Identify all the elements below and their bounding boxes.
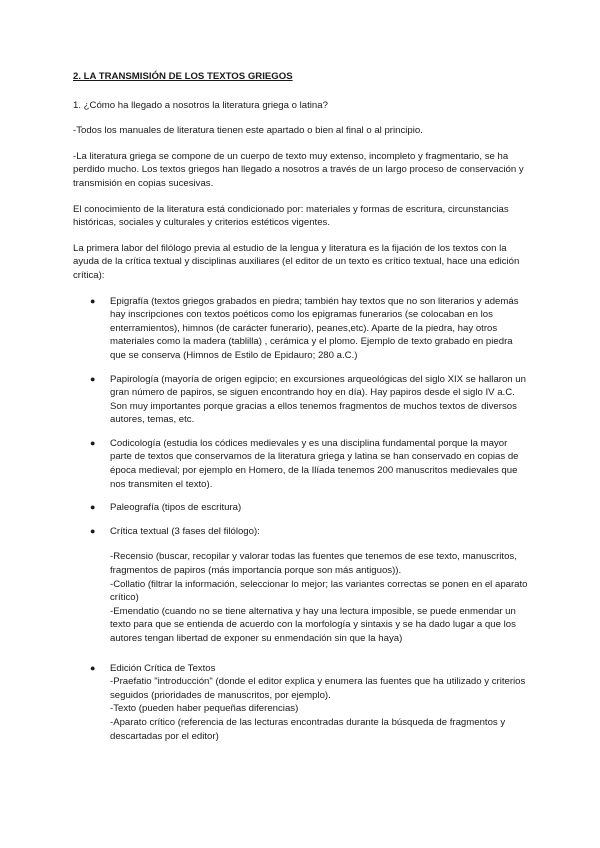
bullet-item-codicologia	[73, 437, 528, 491]
paragraph: La primera labor del filólogo previa al estudio de la lengua y literatura es la fijación de los textos con la ayuda de la crítica textual y disciplinas auxiliares (el editor de un texto es crítico textual, hace una edición crítica):	[73, 242, 520, 281]
edicion-praefatio: -Praefatio "introducción" (donde el editor explica y enumera las fuentes que ha utilizado y criterios seguidos (prioridades de manuscritos, por ejemplo).	[110, 676, 526, 701]
bullet-text: Paleografía (tipos de escritura)	[110, 502, 242, 514]
phase-collatio: -Collatio (filtrar la información, seleccionar lo mejor; las variantes correctas se ponen en el aparato crítico)	[110, 578, 528, 604]
bullet-text: Crítica textual (3 fases del filólogo):	[110, 525, 260, 537]
document-page	[73, 70, 528, 753]
question-line: 1. ¿Cómo ha llegado a nosotros la literatura griega o latina?	[73, 99, 328, 111]
bullet-dot-icon: ●	[90, 502, 96, 513]
bullet-dot-icon: ●	[90, 437, 96, 448]
bullet-item-epigrafia	[73, 295, 528, 363]
paragraph: -La literatura griega se compone de un cuerpo de texto muy extenso, incompleto y fragmentario, se ha perdido mucho. Los textos griegos han llegado a nosotros a través de un largo proceso de conservación y transmisión en copias sucesivas.	[73, 150, 524, 189]
edicion-aparato: -Aparato crítico (referencia de las lecturas encontradas durante la búsqueda de fragmentos y descartadas por el editor)	[110, 716, 506, 742]
edicion-texto: -Texto (pueden haber pequeñas diferencias)	[110, 703, 299, 715]
bullet-dot-icon: ●	[90, 373, 96, 384]
phase-emendatio: -Emendatio (cuando no se tiene alternativa y hay una lectura imposible, se puede enmendar un texto para que se entienda de acuerdo con la morfología y sintaxis y se ha dado lugar a que los autores tengan libertad de exponer su enmendación sin que la haya)	[110, 605, 516, 644]
section-heading: 2. LA TRANSMISIÓN DE LOS TEXTOS GRIEGOS	[73, 71, 293, 82]
bullet-item-critica-textual	[73, 525, 528, 646]
paragraph: -Todos los manuales de literatura tienen este apartado o bien al final o al principio.	[73, 125, 423, 137]
bullet-text: Codicología (estudia los códices medievales y es una disciplina fundamental porque la mayor parte de textos que conservamos de la literatura griega y latina se han conservado en copias de época medieval; por ejemplo en Homero, de la Ilíada tenemos 200 manuscritos medievales que nos transmiten el texto).	[110, 437, 519, 490]
bullet-text: Epigrafía (textos griegos grabados en piedra; también hay textos que no son literarios y además hay inscripciones con textos poéticos como los epigramas funerarios (se colocaban en los enterramientos), himnos (de carácter funerario), peanes,etc). Aparte de la piedra, hay otros materiales como la madera (tablilla) , cerámica y el plomo. Ejemplo de texto grabado en piedra que se conserva (Himnos de Estilo de Epidauro; 280 a.C.)	[110, 295, 519, 361]
bullet-item-edicion-critica	[73, 662, 528, 744]
bullet-dot-icon: ●	[90, 295, 96, 306]
bullet-list	[73, 295, 528, 744]
bullet-item-paleografia	[73, 501, 528, 515]
phase-recensio: -Recensio (buscar, recopilar y valorar todas las fuentes que tenemos de ese texto, manuscritos, fragmentos de papiros (más importancia porque son más antiguos)).	[110, 551, 517, 577]
edicion-title: Edición Crítica de Textos	[110, 662, 216, 674]
bullet-dot-icon: ●	[90, 662, 96, 673]
bullet-text: Papirología (mayoría de origen egipcio; en excursiones arqueológicas del siglo XIX se hallaron un gran número de papiros, se siguen encontrando hoy en día). Hay papiros desde el siglo IV a.C. Son muy importantes porque gracias a ellos tenemos fragmentos de muchos textos de diversos autores, temas, etc.	[110, 373, 526, 426]
bullet-dot-icon: ●	[90, 525, 96, 536]
paragraph: El conocimiento de la literatura está condicionado por: materiales y formas de escritura, circunstancias históricas, sociales y culturales y criterios estéticos vigentes.	[73, 203, 509, 229]
bullet-item-papirologia	[73, 373, 528, 427]
critica-phases	[110, 550, 528, 645]
